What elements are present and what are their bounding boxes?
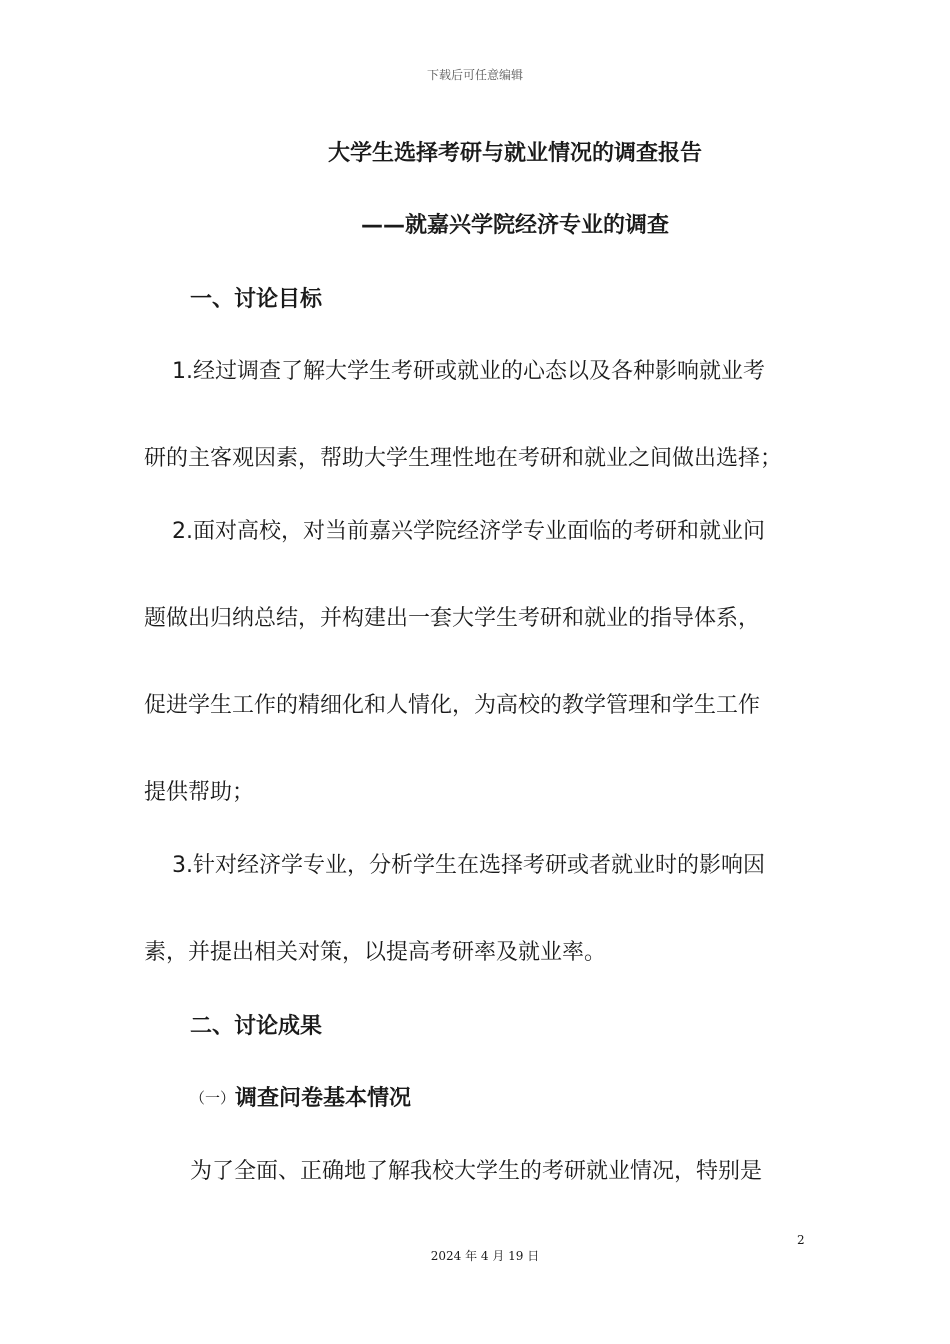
body-line: 为了全面、正确地了解我校大学生的考研就业情况，特别是 bbox=[190, 1159, 763, 1184]
subsection-heading-survey bbox=[190, 1081, 411, 1112]
body-line: 研的主客观因素，帮助大学生理性地在考研和就业之间做出选择； bbox=[144, 446, 783, 471]
body-line: 提供帮助； bbox=[144, 780, 255, 805]
body-line: 素，并提出相关对策，以提高考研率及就业率。 bbox=[144, 940, 607, 965]
subsection-title: 调查问卷基本情况 bbox=[235, 1086, 412, 1111]
body-line: 题做出归纳总结，并构建出一套大学生考研和就业的指导体系， bbox=[144, 606, 761, 631]
page-number: 2 bbox=[797, 1233, 805, 1247]
section-heading-results: 二、讨论成果 bbox=[190, 1014, 323, 1039]
body-line: 1.经过调查了解大学生考研或就业的心态以及各种影响就业考 bbox=[172, 359, 765, 384]
body-line: 促进学生工作的精细化和人情化，为高校的教学管理和学生工作 bbox=[144, 693, 761, 718]
body-line: 3.针对经济学专业，分析学生在选择考研或者就业时的影响因 bbox=[172, 853, 765, 878]
header-note: 下载后可任意编辑 bbox=[426, 68, 523, 82]
document-subtitle: ——就嘉兴学院经济专业的调查 bbox=[360, 213, 669, 238]
document-title: 大学生选择考研与就业情况的调查报告 bbox=[327, 141, 702, 166]
footer-date: 2024 年 4 月 19 日 bbox=[430, 1249, 540, 1263]
body-line: 2.面对高校，对当前嘉兴学院经济学专业面临的考研和就业问 bbox=[172, 519, 765, 544]
subsection-number: （一） bbox=[190, 1089, 236, 1107]
section-heading-objectives: 一、讨论目标 bbox=[190, 287, 323, 312]
